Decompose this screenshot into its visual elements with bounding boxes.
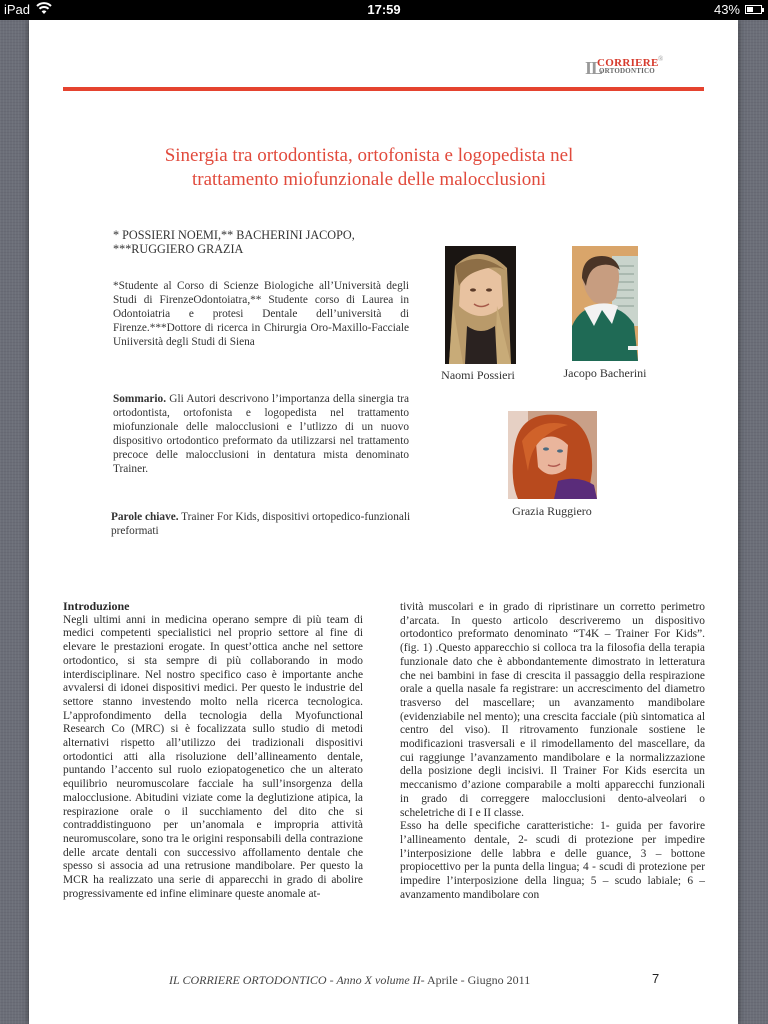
page-number: 7	[652, 971, 660, 986]
clock: 17:59	[367, 2, 401, 17]
section-heading-introduzione: Introduzione	[63, 599, 130, 613]
title-line-1: Sinergia tra ortodontista, ortofonista e logopedista nel	[164, 145, 574, 166]
body-left-column	[63, 600, 363, 901]
authors	[113, 228, 413, 256]
author-photo-grazia	[508, 411, 597, 499]
author-photo-jacopo	[572, 246, 638, 361]
logo-corriere: CORRIERE	[597, 57, 659, 69]
device-name: iPad	[4, 2, 31, 17]
battery-level-fill	[747, 7, 753, 12]
article-title	[89, 144, 649, 192]
author-photo-naomi	[445, 246, 516, 364]
body-text-right-2: Esso ha delle specifiche caratteristiche: 1- guida per favorire l’allineamento dentale, 2- scudi di protezione per impedire l’interposizione delle labbra e delle guance, 3 – bottone propiocettivo per la punta della lingua; 4 - scudi di protezione per impedire l’interposizione della lingua; 5 – scudo labiale; 6 – avanzamento mandibolare con	[400, 820, 705, 901]
body-text-right-1: tività muscolari e in grado di ripristinare un corretto perimetro d’arcata. In questo articolo descriveremo un dispositivo ortodontico preformato denominato “T4K – Trainer For Kids”. (fig. 1) .Questo apparecchio si colloca tra la filosofia della terapia funzionale dato che è abbondantemente dimostrato in letteratura che nei bambini in fase di crescita il passaggio della respirazione orale a quella nasale fa registrare: un accrescimento del diametro trasverso del mascellare; un avanzamento mandibolare (evidenziabile nel mento); una crescita facciale (più sintomatica al centro del viso). Il ritrovamento funzionale sostiene le modificazioni trasversali e il rimodellamento del mascellare, da cui raggiunge l’avanzamento mandibolare e la normalizzazione della posizione degli incisivi. Il Trainer For Kids esercita un meccanismo d’azione comparabile a molti apparecchi funzionali in grado di correggere malocclusioni dento-alveolari o scheletriche di I e II classe.	[400, 601, 705, 819]
page-footer	[169, 973, 530, 988]
document-page[interactable]	[29, 20, 738, 1024]
keywords	[111, 510, 411, 538]
header-rule	[63, 87, 704, 91]
summary	[113, 392, 409, 476]
keywords-text: Trainer For Kids, dispositivi ortopedico-funzionali preformati	[111, 511, 411, 537]
status-bar	[0, 0, 768, 20]
logo-il: IL	[585, 58, 603, 78]
logo-ortodontico: ORTODONTICO	[599, 67, 655, 75]
footer-date: - Aprile - Giugno 2011	[420, 973, 531, 987]
battery-percentage: 43%	[713, 2, 740, 17]
body-text-left: Negli ultimi anni in medicina operano sempre di più team di medici competenti specialistici nel proprio settore al fine di elevare le prestazioni erogate. In quest’ottica anche nel settore ortodontico, si sta sempre di più collaborando in modo interdisciplinare. Nel nostro specifico caso è importante anche avvalersi di idonei dispositivi medici. Per questo le industrie del settore stanno investendo molto nella ricerca tecnologica. L’approfondimento della tecnologia della Myofunctional Research Co (MRC) si è focalizzata sullo studio di metodi alternativi rispetto all’utilizzo dei tradizionali dispositivi ortodontici atti alla risoluzione dell’allineamento dentale, puntando l’accento sul ruolo eziopatogenetico che un alterato equilibrio neuromuscolare facciale ha sull’insorgenza della malocclusione. Abitudini viziate come la deglutizione atipica, la respirazione orale o il succhiamento del dito che si contraddistinguono per un’anomala e impropria attività neuromuscolare, sono tra le origini responsabili della contrazione delle arcate dentali con successivo affollamento dentale che spesso si associa ad una retrusione mandibolare. Per questo la MCR ha realizzato una serie di apparecchi in grado di abolire progressivamente ed infine eliminare queste anomale at-	[63, 613, 363, 900]
summary-text: Gli Autori descrivono l’importanza della sinergia tra ortodontista, ortofonista e logopedista nel trattamento miofunzionale delle malocclusioni e l’utlizzo di un nuovo dispositivo ortodontico preformato da utilizzarsi nel trattamento precoce delle malocclusioni in dentatura mista denominato Trainer.	[113, 393, 409, 475]
photo-caption-naomi: Naomi Possieri	[441, 368, 515, 382]
battery-icon	[745, 5, 762, 14]
summary-label: Sommario.	[113, 393, 167, 405]
footer-volume: Anno X volume II	[336, 973, 421, 987]
authors-line-2: ***RUGGIERO GRAZIA	[113, 242, 244, 256]
affiliations: *Studente al Corso di Scienze Biologiche all’Università degli Studi di FirenzeOdontoiatra,** Studente corso di Laurea in Odontoiatria e protesi Dentale dell’università di Firenze.***Dottore di ricerca in Chirurgia Oro-Maxillo-Facciale Uniiversità degli Studi di Siena	[113, 280, 409, 348]
body-right-column	[400, 601, 705, 902]
footer-journal-name: IL CORRIERE ORTODONTICO -	[169, 973, 337, 987]
photo-caption-jacopo: Jacopo Bacherini	[563, 366, 647, 380]
photo-caption-grazia: Grazia Ruggiero	[512, 504, 592, 518]
keywords-label: Parole chiave.	[111, 511, 179, 523]
logo-registered-mark: ®	[658, 55, 664, 63]
title-line-2: trattamento miofunzionale delle malocclusioni	[191, 169, 547, 190]
authors-line-1: * POSSIERI NOEMI,** BACHERINI JACOPO,	[113, 228, 355, 242]
journal-logo	[585, 57, 665, 79]
